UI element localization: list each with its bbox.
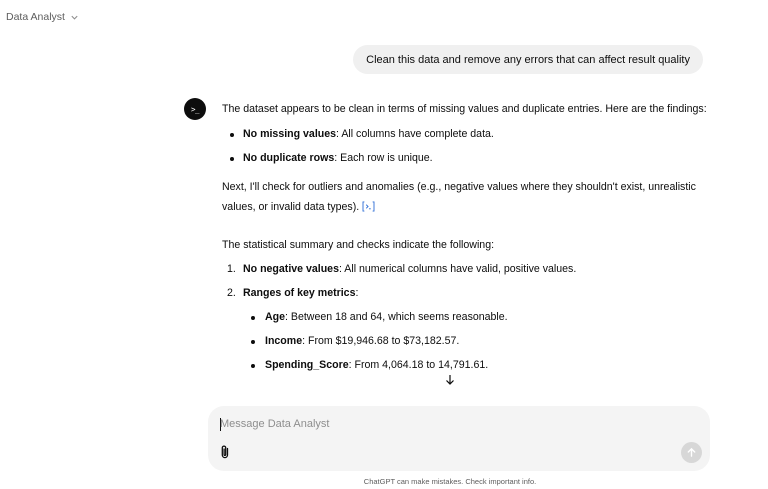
finding-text: : All columns have complete data. [336, 127, 494, 140]
checks-list [222, 260, 707, 376]
ranges-list [243, 308, 707, 376]
assistant-message [222, 100, 707, 380]
list-item [243, 308, 707, 328]
finding-title: No duplicate rows [243, 151, 335, 164]
list-item [222, 125, 707, 145]
model-title: Data Analyst [6, 11, 65, 23]
assistant-avatar [184, 98, 206, 120]
metric-range: : Between 18 and 64, which seems reasonable. [285, 311, 508, 323]
metric-range: : From $19,946.68 to $73,182.57. [302, 335, 460, 347]
finding-title: No missing values [243, 127, 337, 140]
check-title: No negative values [243, 262, 339, 275]
intro-text: The dataset appears to be clean in terms of missing values and duplicate entries. Here are the findings: [222, 103, 707, 115]
model-selector[interactable] [6, 11, 79, 23]
list-item [222, 149, 707, 169]
list-item [243, 332, 707, 352]
terminal-icon: >_ [190, 104, 200, 114]
user-message-text: Clean this data and remove any errors that can affect result quality [366, 53, 690, 66]
next-text: Next, I'll check for outliers and anomalies (e.g., negative values where they shouldn't exist, unrealistic values, or invalid data types). [222, 181, 696, 213]
next-paragraph [222, 178, 707, 217]
arrow-up-icon [686, 447, 697, 458]
list-item [222, 284, 707, 376]
paperclip-icon[interactable] [218, 444, 232, 460]
chevron-down-icon [70, 13, 79, 22]
check-text: : All numerical columns have valid, positive values. [338, 262, 577, 275]
code-interpreter-icon[interactable] [362, 201, 375, 212]
item-number: 1. [227, 262, 236, 275]
finding-text: : Each row is unique. [334, 151, 433, 164]
user-message [353, 45, 703, 74]
metric-name: Age [265, 311, 286, 323]
send-button[interactable] [681, 442, 702, 463]
arrow-down-icon[interactable] [443, 373, 457, 387]
findings-list [222, 125, 707, 169]
item-number: 2. [227, 286, 236, 299]
metric-name: Spending_Score [265, 359, 349, 371]
check-title: Ranges of key metrics [243, 286, 356, 299]
metric-range: : From 4,064.18 to 14,791.61. [348, 359, 489, 371]
message-composer [208, 406, 710, 471]
disclaimer: ChatGPT can make mistakes. Check important info. [363, 477, 537, 486]
list-item [222, 260, 707, 280]
metric-name: Income [265, 335, 303, 347]
list-item [243, 356, 707, 376]
message-input[interactable] [220, 414, 660, 434]
check-text: : [355, 286, 359, 299]
summary-intro: The statistical summary and checks indicate the following: [222, 239, 495, 251]
